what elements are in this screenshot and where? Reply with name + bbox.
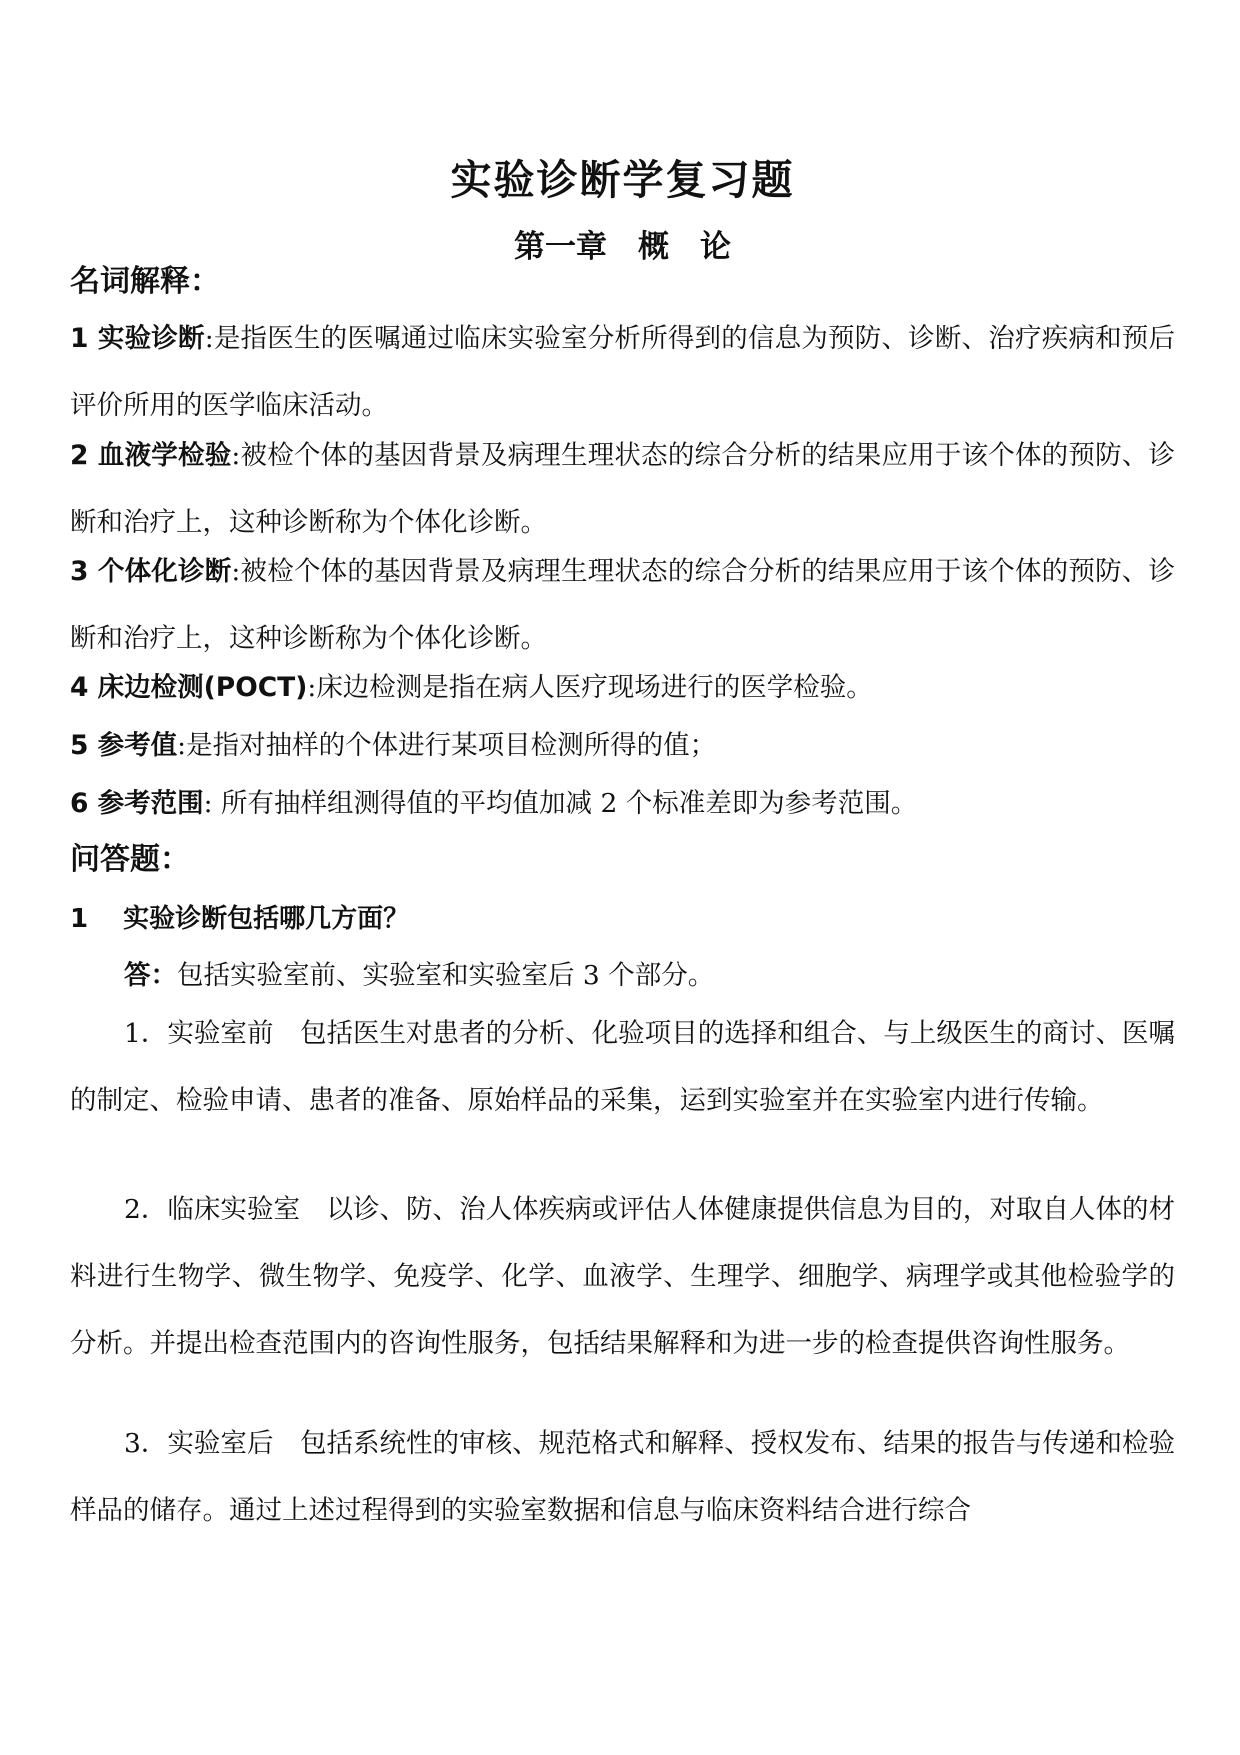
- answer-text: 包括实验室前、实验室和实验室后 3 个部分。: [177, 960, 715, 991]
- document-title: 实验诊断学复习题: [450, 156, 795, 204]
- definition-item: [70, 305, 1175, 439]
- definition-separator: :: [231, 556, 241, 587]
- definition-text: 床边检测是指在病人医疗现场进行的医学检验。: [316, 672, 873, 703]
- definition-item: [70, 538, 1175, 672]
- definition-separator: :: [203, 788, 213, 819]
- answer-point: 3．实验室后 包括系统性的审核、规范格式和解释、授权发布、结果的报告与传递和检验样品的储存。通过上述过程得到的实验室数据和信息与临床资料结合进行综合: [70, 1428, 1175, 1526]
- answer-point: 1．实验室前 包括医生对患者的分析、化验项目的选择和组合、与上级医生的商讨、医嘱的制定、检验申请、患者的准备、原始样品的采集，运到实验室并在实验室内进行传输。: [70, 1018, 1175, 1116]
- definition-text: 所有抽样组测得值的平均值加减 2 个标准差即为参考范围。: [212, 788, 918, 819]
- chapter-title: 第一章 概 论: [514, 229, 731, 265]
- answer-point: 2．临床实验室 以诊、防、治人体疾病或评估人体健康提供信息为目的，对取自人体的材料进行生物学、微生物学、免疫学、化学、血液学、生理学、细胞学、病理学或其他检验学的分析。并提出检查范围内的咨询性服务，包括结果解释和为进一步的检查提供咨询性服务。: [70, 1194, 1175, 1359]
- definition-term: 4 床边检测(POCT): [70, 672, 308, 703]
- answer-label: 答：: [124, 960, 177, 991]
- definition-separator: :: [307, 672, 317, 703]
- definition-separator: :: [204, 323, 214, 354]
- definition-text: 是指对抽样的个体进行某项目检测所得的值；: [186, 730, 717, 761]
- definition-item: [70, 712, 1175, 779]
- definition-term: 3 个体化诊断: [70, 556, 232, 587]
- definition-term: 1 实验诊断: [70, 323, 205, 354]
- definition-separator: :: [177, 730, 187, 761]
- definition-text: 被检个体的基因背景及病理生理状态的综合分析的结果应用于该个体的预防、诊断和治疗上，这种诊断称为个体化诊断。: [70, 440, 1176, 538]
- definition-term: 5 参考值: [70, 730, 178, 761]
- definitions-heading: 名词解释：: [70, 264, 220, 299]
- definition-text: 是指医生的医嘱通过临床实验室分析所得到的信息为预防、诊断、治疗疾病和预后评价所用的医学临床活动。: [70, 323, 1176, 421]
- question-title: 1 实验诊断包括哪几方面？: [70, 904, 410, 934]
- qa-heading: 问答题：: [70, 842, 190, 877]
- definition-term: 6 参考范围: [70, 788, 204, 819]
- answer-intro: [70, 942, 1175, 1009]
- definition-text: 被检个体的基因背景及病理生理状态的综合分析的结果应用于该个体的预防、诊断和治疗上，这种诊断称为个体化诊断。: [70, 556, 1176, 654]
- definition-item: [70, 654, 1175, 721]
- definition-term: 2 血液学检验: [70, 440, 232, 471]
- definition-separator: :: [231, 440, 241, 471]
- definition-item: [70, 770, 1175, 837]
- definition-item: [70, 422, 1175, 556]
